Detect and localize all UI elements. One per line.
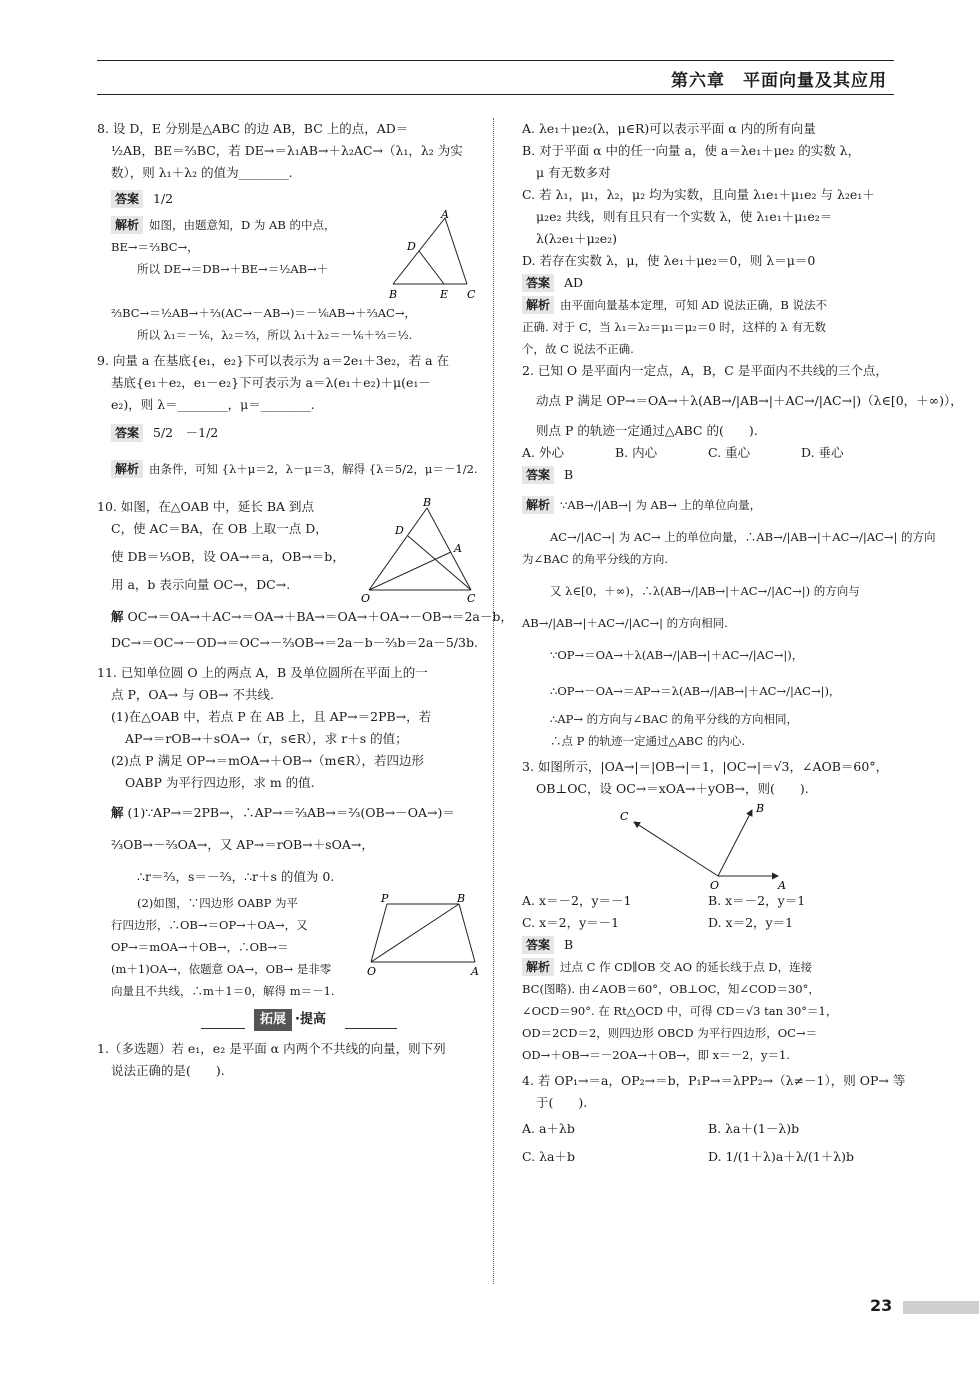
p3-options-row-1 bbox=[522, 890, 894, 912]
p2-options bbox=[522, 442, 894, 464]
q8-line-3: 数），则 λ₁＋λ₂ 的值为________. bbox=[111, 165, 293, 180]
q11-line-4: AP→＝rOB→＋sOA→（r，s∈R），求 r＋s 的值； bbox=[125, 731, 408, 746]
q8-line-1: 8. 设 D，E 分别是△ABC 的边 AB，BC 上的点，AD＝ bbox=[97, 121, 409, 136]
q10-solution-text-1: OC→＝OA→＋AC→＝OA→＋BA→＝OA→＋OA→－OB→＝2a－b， bbox=[127, 609, 513, 624]
p3-option-c: C. x＝2，y＝－1 bbox=[522, 915, 620, 930]
q10-line-4: 用 a，b 表示向量 OC→，DC→. bbox=[111, 577, 291, 592]
fig3-label-O: O bbox=[710, 879, 720, 892]
q10-solution-2: DC→＝OC→－OD→＝OC→－⅔OB→＝2a－b－⅔b＝2a－5/3b. bbox=[111, 635, 478, 650]
p2-analysis-5: AB→/|AB→|＋AC→/|AC→| 的方向相同. bbox=[522, 616, 728, 630]
q11-solution-4: (2)如图，∵四边形 OABP 为平 bbox=[137, 896, 299, 910]
left-column bbox=[97, 118, 513, 1082]
p3-analysis-5: OD→＋OB→＝－2OA→＋OB→，即 x＝－2，y＝1. bbox=[522, 1048, 790, 1062]
p3-analysis-text-1: 过点 C 作 CD∥OB 交 AO 的延长线于点 D，连接 bbox=[560, 960, 813, 974]
section-banner bbox=[97, 1008, 483, 1032]
question-9 bbox=[97, 350, 483, 480]
answer-value: B bbox=[564, 467, 574, 482]
answer-value: 1/2 bbox=[153, 191, 174, 206]
q8-analysis-block bbox=[97, 210, 483, 302]
q9-line-1: 9. 向量 a 在基底{e₁，e₂}下可以表示为 a＝2e₁＋3e₂，若 a 在 bbox=[97, 353, 450, 368]
analysis-label: 解析 bbox=[111, 460, 143, 478]
p2-line-2: 动点 P 满足 OP→＝OA→＋λ(AB→/|AB→|＋AC→/|AC→|)（λ∈[0，＋∞)）， bbox=[536, 393, 963, 408]
q9-line-3: e₂)，则 λ＝________，μ＝________. bbox=[111, 397, 315, 412]
solution-label: 解 bbox=[111, 609, 124, 624]
problem-3 bbox=[522, 756, 894, 1066]
p2-option-a: A. 外心 bbox=[522, 445, 564, 460]
p3-figure-block bbox=[522, 800, 894, 890]
p2-line-3: 则点 P 的轨迹一定通过△ABC 的( ). bbox=[536, 423, 758, 438]
q11-solution-8: 向量且不共线，∴m＋1＝0，解得 m＝－1. bbox=[111, 984, 335, 998]
p1-analysis-1 bbox=[522, 294, 894, 316]
p4-options-row-2 bbox=[522, 1146, 894, 1168]
p1-line-2: 说法正确的是( ). bbox=[111, 1063, 225, 1078]
p1-option-b-1: B. 对于平面 α 中的任一向量 a，使 a＝λe₁＋μe₂ 的实数 λ， bbox=[522, 143, 861, 158]
p3-analysis-3: ∠OCD＝90°. 在 Rt△OCD 中，可得 CD＝√3 tan 30°＝1， bbox=[522, 1004, 838, 1018]
p4-line-1: 4. 若 OP₁→＝a，OP₂→＝b，P₁P→＝λPP₂→（λ≠－1），则 OP→ 等 bbox=[522, 1073, 906, 1088]
p2-analysis-text-1: ∵AB→/|AB→| 为 AB→ 上的单位向量， bbox=[560, 498, 762, 512]
fig8-label-B: B bbox=[389, 288, 398, 301]
p3-line-2: OB⊥OC，设 OC→＝xOA→＋yOB→，则( ). bbox=[536, 781, 809, 796]
banner-text: ·提高 bbox=[295, 1012, 326, 1027]
page-number-bar bbox=[903, 1301, 979, 1314]
header-bottom-rule bbox=[97, 94, 894, 95]
fig8-label-E: E bbox=[440, 288, 449, 301]
answer-label: 答案 bbox=[522, 274, 554, 292]
fig8-label-A: A bbox=[441, 208, 449, 221]
fig11-label-O: O bbox=[367, 965, 377, 978]
banner-line-right bbox=[345, 1028, 397, 1029]
p3-line-1: 3. 如图所示，|OA→|＝|OB→|＝1，|OC→|＝√3，∠AOB＝60°， bbox=[522, 759, 889, 774]
p1-line-1: 1.（多选题）若 e₁，e₂ 是平面 α 内两个不共线的向量，则下列 bbox=[97, 1041, 446, 1056]
p1-option-a: A. λe₁＋μe₂(λ，μ∈R)可以表示平面 α 内的所有向量 bbox=[522, 121, 816, 136]
q11-line-1: 11. 已知单位圆 O 上的两点 A，B 及单位圆所在平面上的一 bbox=[97, 665, 428, 680]
p1-analysis-3: 个，故 C 说法不正确. bbox=[522, 342, 634, 356]
problem-2 bbox=[522, 360, 963, 752]
p3-analysis-2: BC(图略). 由∠AOB＝60°，OB⊥OC，知∠COD＝30°， bbox=[522, 982, 820, 996]
p2-analysis-7: ∴OP→－OA→＝AP→＝λ(AB→/|AB→|＋AC→/|AC→|)， bbox=[550, 684, 841, 698]
q10-line-2: C，使 AC＝BA，在 OB 上取一点 D， bbox=[111, 521, 328, 536]
q9-answer bbox=[97, 422, 483, 444]
fig11-label-B: B bbox=[457, 892, 466, 905]
question-8 bbox=[97, 118, 483, 346]
q8-analysis-2: BE→＝⅔BC→， bbox=[111, 240, 199, 254]
problem-1-options bbox=[522, 118, 894, 360]
answer-label: 答案 bbox=[111, 424, 143, 442]
q11-line-3: (1)在△OAB 中，若点 P 在 AB 上，且 AP→＝2PB→，若 bbox=[111, 709, 432, 724]
fig10-label-A: A bbox=[454, 542, 462, 555]
page-number: 23 bbox=[870, 1296, 893, 1315]
banner-box: 拓展 bbox=[254, 1009, 292, 1031]
p1-option-c-2: μ₂e₂ 共线，则有且只有一个实数 λ，使 λ₁e₁＋μ₁e₂＝ bbox=[536, 209, 833, 224]
q11-parallelogram-figure bbox=[367, 892, 483, 976]
fig10-label-B: B bbox=[423, 496, 432, 509]
q9-line-2: 基底{e₁＋e₂，e₁－e₂}下可表示为 a＝λ(e₁＋e₂)＋μ(e₁－ bbox=[111, 375, 431, 390]
fig10-label-D: D bbox=[395, 524, 404, 537]
fig3-label-B: B bbox=[756, 802, 765, 815]
answer-label: 答案 bbox=[522, 466, 554, 484]
p1-answer bbox=[522, 272, 894, 294]
q10-solution-1 bbox=[97, 606, 513, 628]
q8-analysis-5: 所以 λ₁＝－⅙，λ₂＝⅔，所以 λ₁＋λ₂＝－⅙＋⅔＝½. bbox=[137, 328, 413, 342]
p2-analysis-3: 为∠BAC 的角平分线的方向. bbox=[522, 552, 669, 566]
q11-solution-5: 行四边形，∴OB→＝OP→＋OA→，又 bbox=[111, 918, 308, 932]
q10-triangle-figure bbox=[361, 496, 481, 604]
answer-value: B bbox=[564, 937, 574, 952]
header-top-rule bbox=[97, 60, 894, 61]
p2-analysis-2: AC→/|AC→| 为 AC→ 上的单位向量，∴AB→/|AB→|＋AC→/|AC→| 的方向 bbox=[550, 530, 936, 544]
p4-option-d: D. 1/(1＋λ)a＋λ/(1＋λ)b bbox=[708, 1149, 855, 1164]
answer-label: 答案 bbox=[111, 190, 143, 208]
p4-option-a: A. a＋λb bbox=[522, 1121, 575, 1136]
analysis-label: 解析 bbox=[522, 496, 554, 514]
fig3-label-A: A bbox=[778, 879, 786, 892]
fig10-label-O: O bbox=[361, 592, 371, 605]
fig10-label-C: C bbox=[467, 592, 476, 605]
p2-option-c: C. 重心 bbox=[708, 445, 751, 460]
p4-line-2: 于( ). bbox=[536, 1095, 588, 1110]
fig8-label-C: C bbox=[467, 288, 476, 301]
p1-option-c-1: C. 若 λ₁，μ₁，λ₂，μ₂ 均为实数，且向量 λ₁e₁＋μ₁e₂ 与 λ₂e₁＋ bbox=[522, 187, 875, 202]
q8-analysis-4: ⅔BC→＝½AB→＋⅔(AC→－AB→)＝－⅙AB→＋⅔AC→， bbox=[111, 306, 416, 320]
p3-vectors-figure bbox=[618, 802, 818, 890]
problem-1 bbox=[97, 1038, 483, 1082]
p2-analysis-8: ∴AP→ 的方向与∠BAC 的角平分线的方向相同， bbox=[550, 712, 798, 726]
analysis-label: 解析 bbox=[522, 958, 554, 976]
p4-option-c: C. λa＋b bbox=[522, 1149, 575, 1164]
q11-solution-6: OP→＝mOA→＋OB→，∴OB→＝ bbox=[111, 940, 289, 954]
p3-option-d: D. x＝2，y＝1 bbox=[708, 915, 794, 930]
q8-answer bbox=[97, 188, 483, 210]
chapter-title: 第六章 平面向量及其应用 bbox=[671, 71, 887, 91]
p1-option-d: D. 若存在实数 λ，μ，使 λe₁＋μe₂＝0，则 λ＝μ＝0 bbox=[522, 253, 816, 268]
answer-value: 5/2 －1/2 bbox=[153, 425, 219, 440]
column-divider bbox=[493, 118, 494, 1284]
q11-solution-2: ⅔OB→－⅔OA→，又 AP→＝rOB→＋sOA→， bbox=[111, 837, 374, 852]
fig3-label-C: C bbox=[620, 810, 629, 823]
q11-solution-text-1: (1)∵AP→＝2PB→，∴AP→＝⅔AB→＝⅔(OB→－OA→)＝ bbox=[127, 805, 455, 820]
p3-option-b: B. x＝－2，y＝1 bbox=[708, 893, 806, 908]
p3-analysis-4: OD＝2CD＝2，则四边形 OBCD 为平行四边形，OC→＝ bbox=[522, 1026, 818, 1040]
right-column bbox=[522, 118, 963, 1168]
fig8-label-D: D bbox=[407, 240, 416, 253]
answer-label: 答案 bbox=[522, 936, 554, 954]
p2-analysis-6: ∵OP→＝OA→＋λ(AB→/|AB→|＋AC→/|AC→|)， bbox=[550, 648, 804, 662]
q10-line-1: 10. 如图，在△OAB 中，延长 BA 到点 bbox=[97, 499, 315, 514]
p3-answer bbox=[522, 934, 894, 956]
p2-option-b: B. 内心 bbox=[615, 445, 658, 460]
question-11 bbox=[97, 662, 483, 1002]
q8-analysis-3: 所以 DE→＝DB→＋BE→＝½AB→＋ bbox=[137, 262, 329, 276]
p1-option-b-2: μ 有无数多对 bbox=[536, 165, 611, 180]
p1-option-c-3: λ(λ₂e₁＋μ₂e₂) bbox=[536, 231, 618, 246]
q11-line-5: (2)点 P 满足 OP→＝mOA→＋OB→（m∈R），若四边形 bbox=[111, 753, 424, 768]
fig11-label-P: P bbox=[381, 892, 389, 905]
q11-solution-1 bbox=[97, 802, 483, 824]
q8-triangle-figure bbox=[389, 210, 489, 300]
analysis-label: 解析 bbox=[111, 216, 143, 234]
p2-analysis-1 bbox=[522, 494, 894, 516]
p2-answer bbox=[522, 464, 894, 486]
p1-analysis-text-1: 由平面向量基本定理，可知 AD 说法正确，B 说法不 bbox=[560, 298, 827, 312]
answer-value: AD bbox=[564, 275, 584, 290]
question-10 bbox=[97, 496, 513, 654]
problem-4 bbox=[522, 1070, 906, 1168]
q8-line-2: ½AB，BE＝⅔BC，若 DE→＝λ₁AB→＋λ₂AC→（λ₁，λ₂ 为实 bbox=[111, 143, 463, 158]
p3-option-a: A. x＝－2，y＝－1 bbox=[522, 893, 632, 908]
q11-solution-7: (m＋1)OA→，依题意 OA→，OB→ 是非零 bbox=[111, 962, 332, 976]
q11-part2-block bbox=[97, 892, 483, 1002]
q8-analysis-text-1: 如图，由题意知，D 为 AB 的中点， bbox=[149, 218, 336, 232]
p2-line-1: 2. 已知 O 是平面内一定点，A，B，C 是平面内不共线的三个点， bbox=[522, 363, 888, 378]
q10-stem-block bbox=[97, 496, 483, 606]
p2-option-d: D. 垂心 bbox=[801, 445, 844, 460]
p3-analysis-1 bbox=[522, 956, 894, 978]
p3-options-row-2 bbox=[522, 912, 894, 934]
p2-analysis-4: 又 λ∈[0，＋∞)，∴λ(AB→/|AB→|＋AC→/|AC→|) 的方向与 bbox=[550, 584, 860, 598]
q11-line-2: 点 P，OA→ 与 OB→ 不共线. bbox=[111, 687, 274, 702]
p4-options-row-1 bbox=[522, 1118, 894, 1140]
p4-option-b: B. λa＋(1－λ)b bbox=[708, 1121, 800, 1136]
p1-analysis-2: 正确. 对于 C，当 λ₁＝λ₂＝μ₁＝μ₂＝0 时，这样的 λ 有无数 bbox=[522, 320, 826, 334]
analysis-label: 解析 bbox=[522, 296, 554, 314]
p2-analysis-9: ∴点 P 的轨迹一定通过△ABC 的内心. bbox=[550, 734, 745, 748]
q11-solution-3: ∴r＝⅔，s＝－⅔，∴r＋s 的值为 0. bbox=[137, 869, 335, 884]
fig11-label-A: A bbox=[471, 965, 479, 978]
q11-line-6: OABP 为平行四边形，求 m 的值. bbox=[125, 775, 315, 790]
q9-analysis bbox=[97, 458, 483, 480]
q9-analysis-text: 由条件，可知 {λ＋μ＝2，λ－μ＝3，解得 {λ＝5/2，μ＝－1/2. bbox=[149, 462, 478, 476]
banner-line-left bbox=[201, 1028, 245, 1029]
q10-line-3: 使 DB＝⅓OB，设 OA→＝a，OB→＝b， bbox=[111, 549, 345, 564]
solution-label: 解 bbox=[111, 805, 124, 820]
